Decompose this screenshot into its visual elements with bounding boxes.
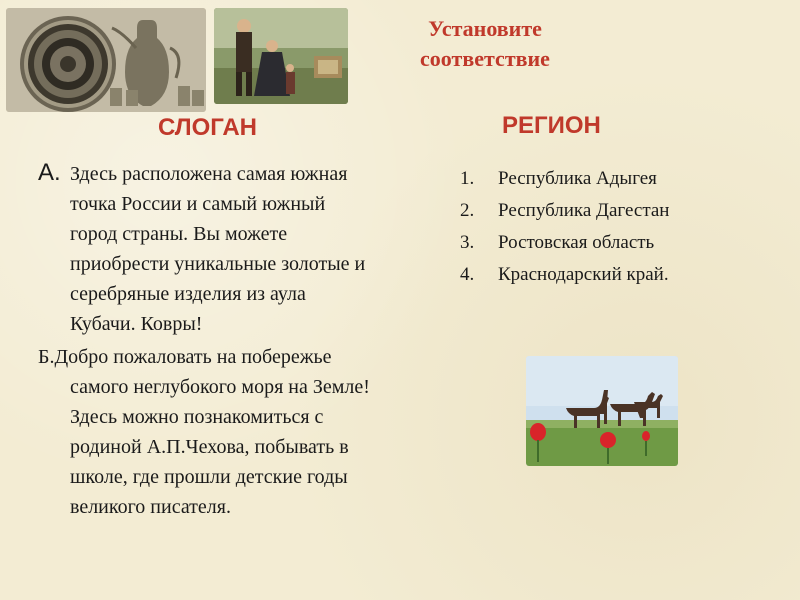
traditional-costume-photo <box>214 8 348 104</box>
slogan-b-line: самого неглубокого моря на Земле! <box>70 376 370 398</box>
region-name: Ростовская область <box>498 232 655 253</box>
kubachi-silverware-photo <box>6 8 206 112</box>
region-heading: РЕГИОН <box>502 112 601 139</box>
slogan-b-line: родиной А.П.Чехова, побывать в <box>70 436 349 458</box>
region-number: 2. <box>460 200 475 221</box>
slogan-a-line: серебряные изделия из аула <box>70 283 306 305</box>
slogan-b <box>38 342 438 522</box>
slogan-a-line: город страны. Вы можете <box>70 223 288 245</box>
region-list <box>460 163 669 291</box>
slide-title <box>380 14 590 74</box>
region-number: 4. <box>460 264 475 285</box>
title-line-2: соответствие <box>420 46 550 71</box>
slogan-a-line: Кубачи. Ковры! <box>70 313 203 335</box>
region-item <box>460 195 669 227</box>
slogan-a <box>38 158 438 339</box>
region-number: 1. <box>460 168 475 189</box>
region-name: Республика Дагестан <box>498 200 670 221</box>
region-item <box>460 163 669 195</box>
region-item <box>460 259 669 291</box>
slogan-b-first-line: Б.Добро пожаловать на побережье <box>38 346 332 368</box>
slogan-a-line: Здесь расположена самая южная <box>70 163 348 185</box>
region-number: 3. <box>460 232 475 253</box>
region-item <box>460 227 669 259</box>
slogan-b-line: великого писателя. <box>70 496 231 518</box>
title-line-1: Установите <box>428 16 542 41</box>
slogan-a-line: точка России и самый южный <box>70 193 326 215</box>
region-name: Краснодарский край. <box>498 264 669 285</box>
slogan-b-line: школе, где прошли детские годы <box>70 466 348 488</box>
slogan-heading: СЛОГАН <box>158 114 257 141</box>
slogan-b-line: Здесь можно познакомиться с <box>70 406 324 428</box>
steppe-horses-photo <box>526 356 678 466</box>
slogan-a-letter: А. <box>38 159 61 186</box>
slogan-a-line: приобрести уникальные золотые и <box>70 253 366 275</box>
region-name: Республика Адыгея <box>498 168 657 189</box>
